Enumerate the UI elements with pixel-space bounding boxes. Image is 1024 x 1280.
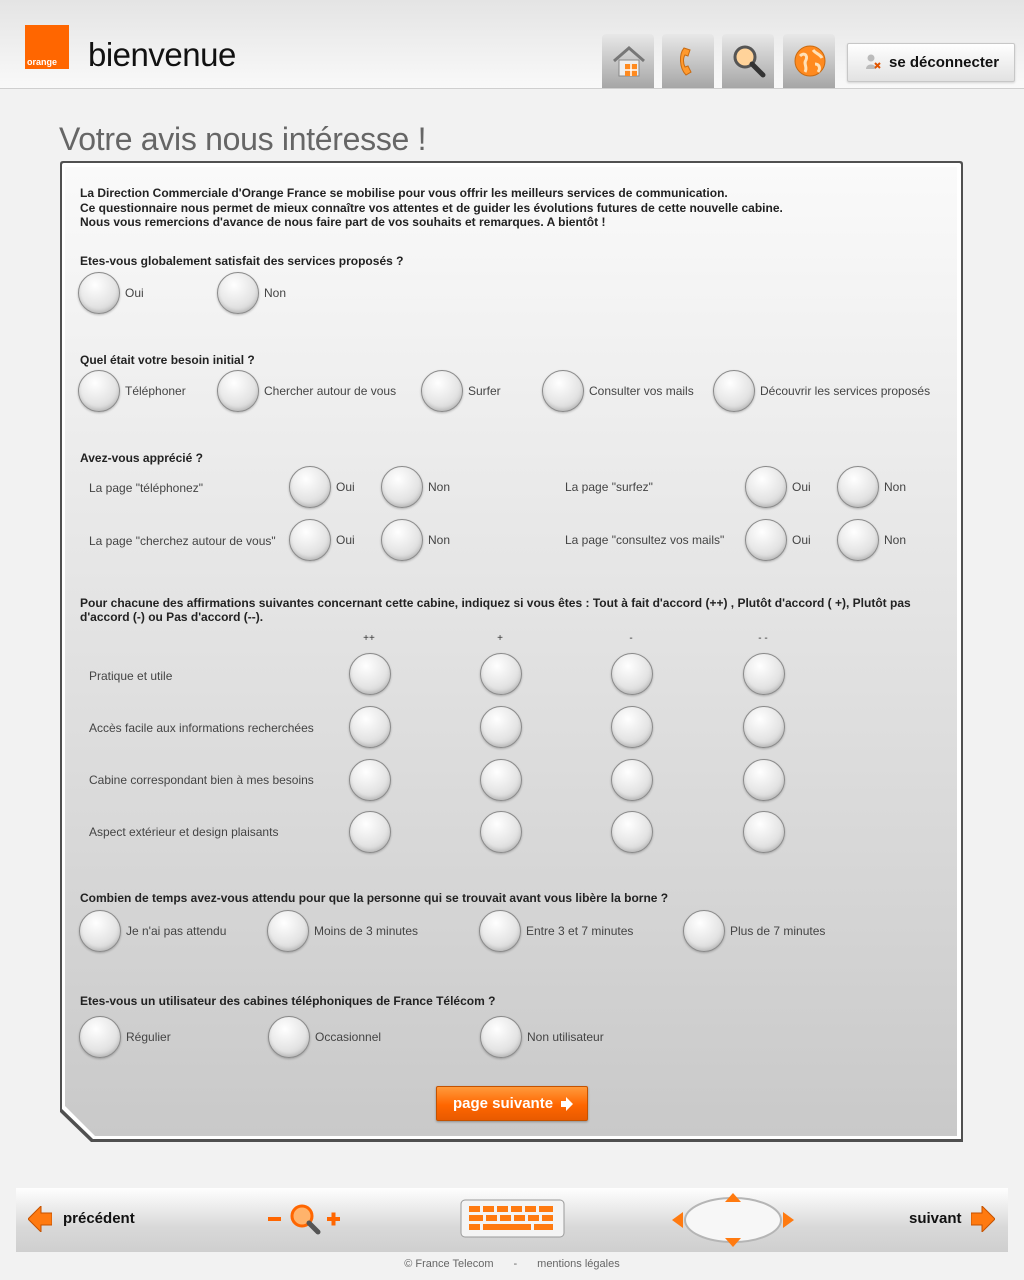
page-telephonez-label: La page "téléphonez" <box>89 481 203 495</box>
option-label: Régulier <box>126 1030 171 1044</box>
direction-arrows-icon <box>671 1192 795 1248</box>
radio-circle[interactable] <box>217 370 259 412</box>
radio-circle[interactable] <box>79 910 121 952</box>
radio-circle[interactable] <box>381 519 423 561</box>
option-label: Occasionnel <box>315 1030 382 1044</box>
question-agreement: Pour chacune des affirmations suivantes concernant cette cabine, indiquez si vous êtes : Tout à fait d'accord (++) , Plutôt d'accord ( +), Plutôt pas d'accord (-) ou Pas d'accord (--). <box>80 596 911 624</box>
logout-label: se déconnecter <box>889 54 1000 71</box>
orange-logo <box>25 25 69 69</box>
option-label: Plus de 7 minutes <box>730 924 826 938</box>
radio-circle[interactable] <box>611 759 653 801</box>
radio-circle[interactable] <box>268 1016 310 1058</box>
scale-header: + <box>497 633 503 644</box>
radio-circle[interactable] <box>743 653 785 695</box>
zoom-control[interactable] <box>266 1202 346 1236</box>
question-wait-time: Combien de temps avez-vous attendu pour que la personne qui se trouvait avant vous libère la borne ? <box>80 891 669 905</box>
radio-circle[interactable] <box>745 519 787 561</box>
home-button[interactable] <box>602 34 654 88</box>
radio-circle[interactable] <box>79 1016 121 1058</box>
header-bar <box>0 0 1024 89</box>
statement-label: Aspect extérieur et design plaisants <box>89 825 279 839</box>
arrow-right-icon <box>561 1097 573 1111</box>
radio-circle[interactable] <box>349 811 391 853</box>
phone-icon <box>670 42 708 80</box>
statement-label: Accès facile aux informations recherchées <box>89 721 314 735</box>
option-label: Oui <box>792 480 811 494</box>
radio-circle[interactable] <box>217 272 259 314</box>
option-label: Non <box>264 286 287 300</box>
separator: - <box>513 1258 518 1270</box>
radio-circle[interactable] <box>349 653 391 695</box>
previous-label: précédent <box>63 1210 135 1227</box>
logout-user-icon <box>864 53 882 71</box>
logout-button[interactable] <box>847 43 1015 82</box>
option-label: Moins de 3 minutes <box>314 924 419 938</box>
radio-circle[interactable] <box>837 519 879 561</box>
radio-circle[interactable] <box>745 466 787 508</box>
page-title: Votre avis nous intéresse ! <box>59 121 427 157</box>
phone-button[interactable] <box>662 34 714 88</box>
intro-line: Ce questionnaire nous permet de mieux connaître vos attentes et de guider les évolutions futures de cette nouvelle cabine. <box>80 200 783 215</box>
radio-circle[interactable] <box>713 370 755 412</box>
next-page-label: page suivante <box>453 1095 554 1112</box>
intro-line: La Direction Commerciale d'Orange France se mobilise pour vous offrir les meilleurs services de communication. <box>80 186 728 200</box>
radio-circle[interactable] <box>78 272 120 314</box>
scale-header: - - <box>758 633 768 644</box>
radio-circle[interactable] <box>381 466 423 508</box>
option-label: Surfer <box>468 384 501 398</box>
next-page-button[interactable] <box>436 1086 588 1121</box>
option-label: Téléphoner <box>125 384 186 398</box>
statement-label: Cabine correspondant bien à mes besoins <box>89 773 314 787</box>
keyboard-icon <box>460 1199 566 1239</box>
question-initial-need: Quel était votre besoin initial ? <box>80 353 255 367</box>
zoom-icon <box>266 1202 346 1236</box>
radio-circle[interactable] <box>743 811 785 853</box>
radio-circle[interactable] <box>480 759 522 801</box>
globe-button[interactable] <box>783 34 835 88</box>
radio-circle[interactable] <box>267 910 309 952</box>
radio-circle[interactable] <box>349 706 391 748</box>
search-button[interactable] <box>722 34 774 88</box>
radio-circle[interactable] <box>421 370 463 412</box>
option-label: Non <box>884 533 907 547</box>
copyright-text: © France Telecom <box>404 1258 494 1270</box>
radio-circle[interactable] <box>611 811 653 853</box>
option-label: Découvrir les services proposés <box>760 384 931 398</box>
footer-bar <box>16 1188 1008 1252</box>
page-cherchez-label: La page "cherchez autour de vous" <box>89 534 276 548</box>
next-button[interactable] <box>908 1206 1000 1234</box>
option-label: Oui <box>336 480 355 494</box>
radio-circle[interactable] <box>480 653 522 695</box>
radio-circle[interactable] <box>611 653 653 695</box>
radio-circle[interactable] <box>542 370 584 412</box>
option-label: Entre 3 et 7 minutes <box>526 924 634 938</box>
copyright-line <box>0 1258 1024 1270</box>
radio-circle[interactable] <box>743 706 785 748</box>
radio-circle[interactable] <box>78 370 120 412</box>
option-label: Oui <box>125 286 144 300</box>
page-mails-label: La page "consultez vos mails" <box>565 533 725 547</box>
next-label: suivant <box>909 1210 962 1227</box>
radio-circle[interactable] <box>480 706 522 748</box>
option-label: Non <box>428 533 451 547</box>
option-label: Je n'ai pas attendu <box>126 924 227 938</box>
globe-icon <box>791 42 829 80</box>
arrow-right-icon <box>971 1206 995 1232</box>
option-label: Oui <box>792 533 811 547</box>
direction-pad[interactable] <box>671 1192 795 1248</box>
previous-button[interactable] <box>28 1206 138 1234</box>
option-label: Non <box>428 480 451 494</box>
option-label: Non utilisateur <box>527 1030 604 1044</box>
option-label: Non <box>884 480 907 494</box>
radio-circle[interactable] <box>289 466 331 508</box>
logo-text: orange <box>27 57 58 67</box>
radio-circle[interactable] <box>683 910 725 952</box>
question-appreciation: Avez-vous apprécié ? <box>80 451 203 465</box>
radio-circle[interactable] <box>480 1016 522 1058</box>
intro-text <box>80 186 940 230</box>
radio-circle[interactable] <box>743 759 785 801</box>
legal-link[interactable]: mentions légales <box>537 1258 620 1270</box>
radio-circle[interactable] <box>479 910 521 952</box>
radio-circle[interactable] <box>289 519 331 561</box>
radio-circle[interactable] <box>349 759 391 801</box>
home-icon <box>610 42 648 80</box>
option-label: Oui <box>336 533 355 547</box>
statement-label: Pratique et utile <box>89 669 173 683</box>
search-icon <box>730 42 768 80</box>
intro-line: Nous vous remercions d'avance de nous faire part de vos souhaits et remarques. A bientôt ! <box>80 215 606 229</box>
keyboard-button[interactable] <box>460 1199 566 1239</box>
question-satisfaction: Etes-vous globalement satisfait des services proposés ? <box>80 254 404 268</box>
arrow-left-icon <box>28 1206 52 1232</box>
option-label: Consulter vos mails <box>589 384 694 398</box>
welcome-title: bienvenue <box>88 36 236 73</box>
question-user-type: Etes-vous un utilisateur des cabines téléphoniques de France Télécom ? <box>80 994 496 1008</box>
scale-header: ++ <box>363 633 375 644</box>
radio-circle[interactable] <box>480 811 522 853</box>
scale-header: - <box>629 633 633 644</box>
radio-circle[interactable] <box>611 706 653 748</box>
option-label: Chercher autour de vous <box>264 384 397 398</box>
page-surfez-label: La page "surfez" <box>565 480 653 494</box>
radio-circle[interactable] <box>837 466 879 508</box>
